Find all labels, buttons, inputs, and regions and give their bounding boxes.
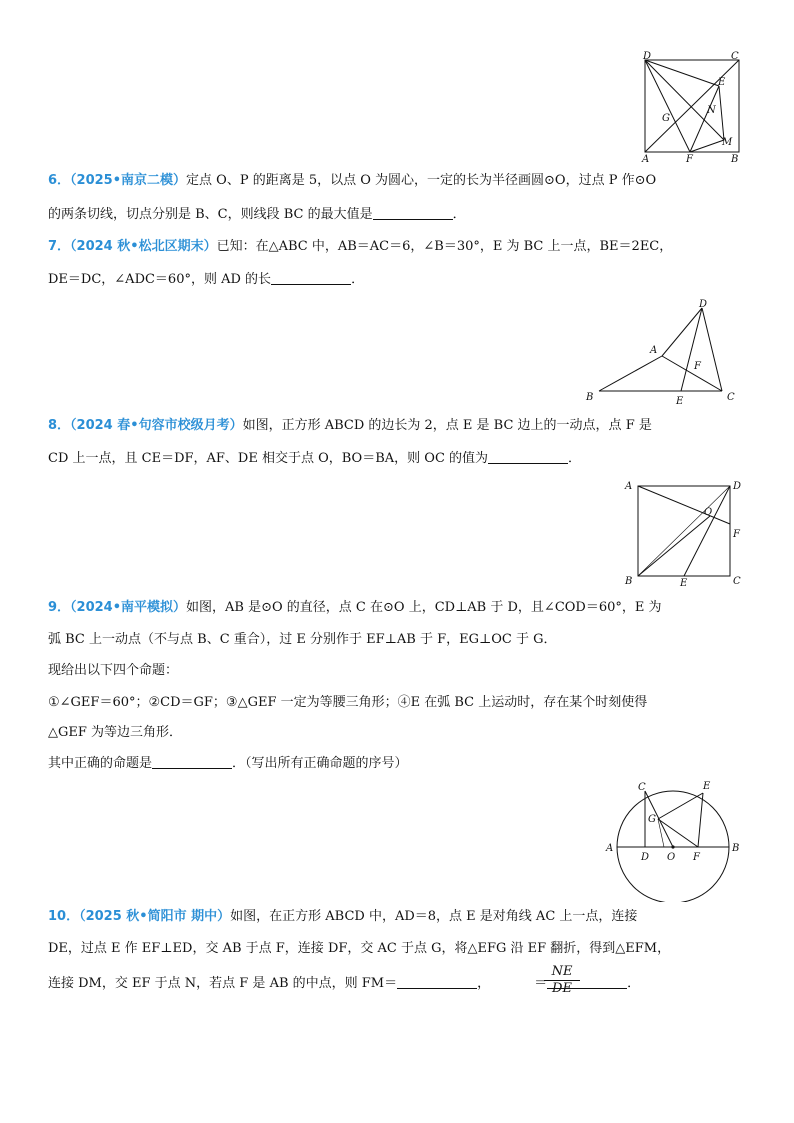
q8-answer-blank[interactable] <box>488 449 568 464</box>
fig9-label: F <box>693 852 700 863</box>
q8-number: 8． <box>48 418 71 433</box>
q9-number: 9． <box>48 600 71 615</box>
fig9-label: E <box>703 781 711 792</box>
q10-comma: ， <box>477 976 491 991</box>
q8-line1 <box>48 417 652 435</box>
fig5-label: G <box>662 113 670 124</box>
q10-fraction-numerator: NE <box>544 964 580 981</box>
q8-text1: 如图，正方形 ABCD 的边长为 2，点 E 是 BC 边上的一动点，点 F 是 <box>242 418 652 433</box>
q7-answer-blank[interactable] <box>271 270 351 285</box>
figure-q5-square <box>638 50 748 165</box>
q7-number: 7． <box>48 239 71 254</box>
fig8-label: A <box>625 481 633 492</box>
fig7-label: B <box>586 392 594 403</box>
q9-line6 <box>48 754 408 773</box>
fig9-label: G <box>648 814 656 825</box>
q10-line2 <box>48 940 670 958</box>
fig7-label: C <box>727 392 735 403</box>
q7-text2: DE＝DC，∠ADC＝60°，则 AD 的长 <box>48 272 272 287</box>
q10-text2: DE，过点 E 作 EF⊥ED，交 AB 于点 F，连接 DF，交 AC 于点 G，将△EFG 沿 EF 翻折，得到△EFM， <box>48 941 671 956</box>
q9-hint: ．（写出所有正确命题的序号） <box>232 756 408 771</box>
q10-number: 10． <box>48 909 80 924</box>
q9-line4 <box>48 694 647 712</box>
figure-q7-triangle <box>582 296 742 408</box>
fig8-label: E <box>680 578 688 589</box>
fig7-label: E <box>676 396 684 407</box>
q9-text5: △GEF 为等边三角形． <box>48 725 183 740</box>
q10-text1: 如图，在正方形 ABCD 中，AD＝8，点 E 是对角线 AC 上一点，连接 <box>230 909 638 924</box>
fig8-label: O <box>704 507 713 518</box>
q10-equals: ＝ <box>534 976 548 991</box>
q9-text2: 弧 BC 上一动点（不与点 B、C 重合），过 E 分别作于 EF⊥AB 于 F，EG⊥OC 于 G． <box>48 632 557 647</box>
fig9-label: D <box>641 852 650 863</box>
q9-line5 <box>48 724 182 742</box>
q6-answer-blank[interactable] <box>373 205 453 220</box>
fig9-label: B <box>732 843 740 854</box>
q9-text3: 现给出以下四个命题： <box>48 663 179 678</box>
figure-q8-square <box>620 476 750 592</box>
q10-period: ． <box>627 976 641 991</box>
fig9-label: A <box>606 843 614 854</box>
fig8-label: B <box>625 576 633 587</box>
fig5-label: F <box>686 154 693 165</box>
q9-text4: ①∠GEF＝60°；②CD＝GF；③△GEF 一定为等腰三角形；④E 在弧 BC 上运动时，存在某个时刻使得 <box>48 695 648 710</box>
fig5-label: A <box>642 154 650 165</box>
q10-line1 <box>48 908 637 926</box>
q10-text3: 连接 DM，交 EF 于点 N，若点 F 是 AB 的中点，则 FM＝ <box>48 976 398 991</box>
fig5-label: C <box>731 51 739 62</box>
q10-fraction <box>544 964 580 997</box>
fig9-label: O <box>667 852 676 863</box>
q9-source: （2024•南平模拟） <box>70 600 187 615</box>
fig8-label: F <box>733 529 740 540</box>
q7-line2 <box>48 270 364 289</box>
q9-text6: 其中正确的命题是 <box>48 756 153 771</box>
q8-text2: CD 上一点，且 CE＝DF，AF、DE 相交于点 O，BO＝BA，则 OC 的值为 <box>48 451 489 466</box>
q9-line2 <box>48 631 556 649</box>
q9-text1: 如图，AB 是⊙O 的直径，点 C 在⊙O 上，CD⊥AB 于 D，且∠COD＝60°，E 为 <box>186 600 662 615</box>
q7-period: ． <box>351 272 365 287</box>
q6-period: ． <box>452 207 466 222</box>
fig8-label: D <box>733 481 742 492</box>
q6-source: （2025•南京二模） <box>70 173 187 188</box>
q10-fraction-denominator: DE <box>552 981 572 996</box>
q9-answer-blank[interactable] <box>152 754 232 769</box>
q10-answer-blank-fm[interactable] <box>397 974 477 989</box>
fig8-label: C <box>733 576 741 587</box>
q9-line1 <box>48 599 662 617</box>
q7-line1 <box>48 238 672 256</box>
fig7-label: F <box>694 361 701 372</box>
fig5-label: E <box>718 77 726 88</box>
fig9-label: C <box>638 782 646 793</box>
fig7-label: D <box>699 299 708 310</box>
fig5-label: M <box>722 137 733 148</box>
q6-line1 <box>48 172 656 190</box>
q9-line3 <box>48 662 178 680</box>
q7-text1: 已知：在△ABC 中，AB＝AC＝6，∠B＝30°，E 为 BC 上一点，BE＝2EC， <box>216 239 673 254</box>
q7-source: （2024 秋•松北区期末） <box>70 239 217 254</box>
q6-number: 6． <box>48 173 71 188</box>
q8-line2 <box>48 449 581 468</box>
q6-text2: 的两条切线，切点分别是 B、C，则线段 BC 的最大值是 <box>48 207 373 222</box>
q6-text1: 定点 O、P 的距离是 5，以点 O 为圆心，一定的长为半径画圆⊙O，过点 P 作⊙O <box>186 173 657 188</box>
q6-line2 <box>48 205 466 224</box>
fig5-label: B <box>731 154 739 165</box>
fig5-label: N <box>707 105 716 116</box>
q8-source: （2024 春•句容市校级月考） <box>70 418 243 433</box>
fig7-label: A <box>650 345 658 356</box>
figure-q9-circle <box>598 774 748 902</box>
fig5-label: D <box>643 51 652 62</box>
q10-source: （2025 秋•简阳市 期中） <box>79 909 231 924</box>
q8-period: ． <box>568 451 582 466</box>
